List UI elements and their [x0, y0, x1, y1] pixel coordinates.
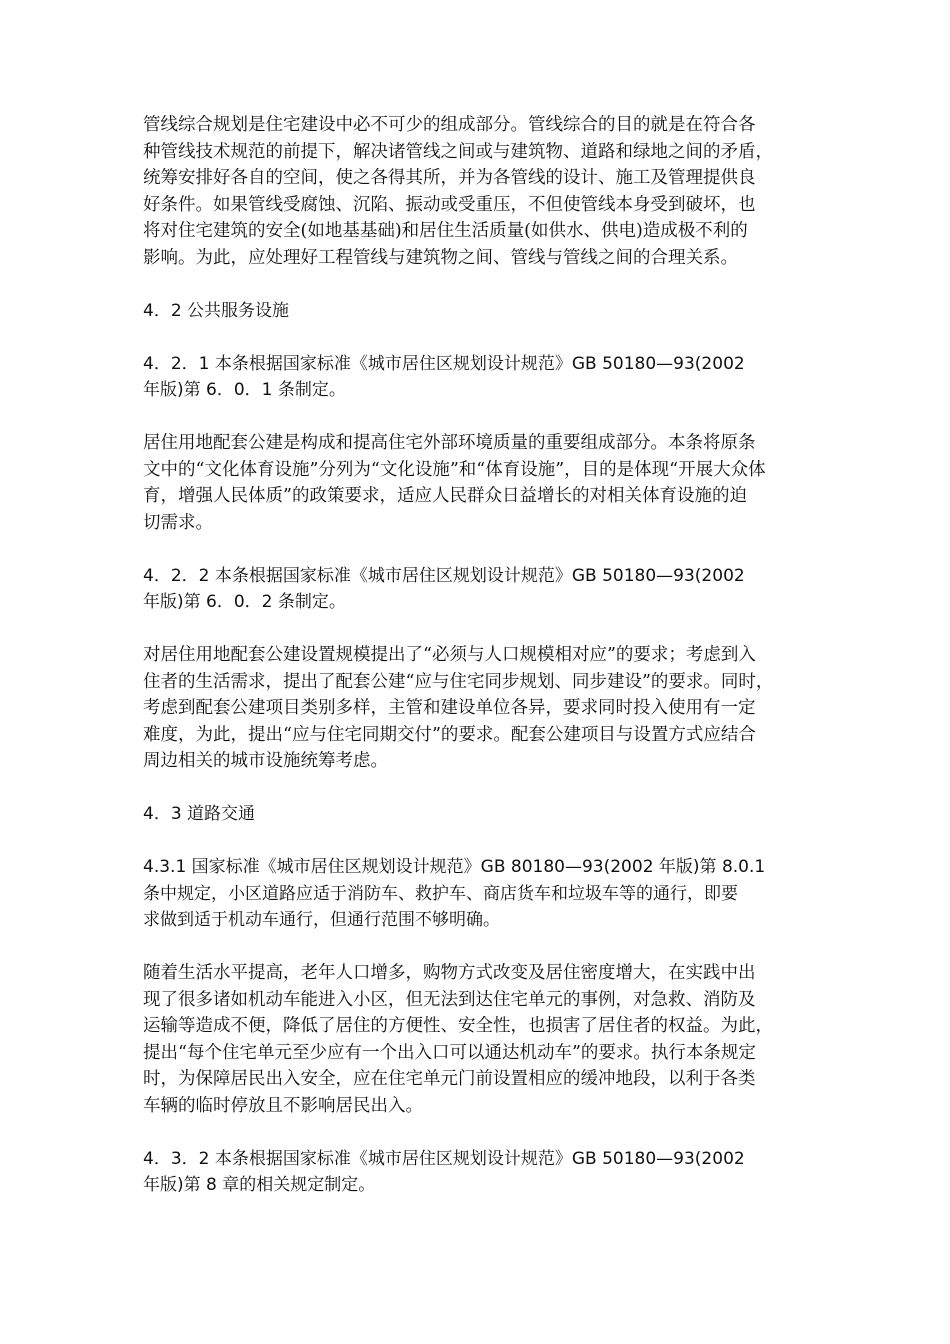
text-line: 现了很多诸如机动车能进入小区，但无法到达住宅单元的事例，对急救、消防及: [143, 989, 756, 1010]
clause-paragraph: [143, 854, 809, 934]
text-line: 难度，为此，提出“应与住宅同期交付”的要求。配套公建项目与设置方式应结合: [143, 724, 756, 745]
body-paragraph: [143, 430, 809, 536]
text-line: 求做到适于机动车通行，但通行范围不够明确。: [143, 910, 500, 930]
section-heading: [143, 298, 809, 325]
text-line: 提出“每个住宅单元至少应有一个出入口可以通达机动车”的要求。执行本条规定: [143, 1042, 756, 1063]
text-line: 将对住宅建筑的安全(如地基基础)和居住生活质量(如供水、供电)造成极不利的: [143, 221, 748, 241]
document-body: [143, 112, 809, 1199]
text-line: 年版)第 6．0．2 条制定。: [143, 592, 346, 612]
text-line: 4．2 公共服务设施: [143, 300, 290, 321]
text-line: 切需求。: [143, 512, 213, 533]
section-heading: [143, 801, 809, 828]
text-line: 文中的“文化体育设施”分列为“文化设施”和“体育设施”，目的是体现“开展大众体: [143, 459, 766, 480]
text-line: 4.3.1 国家标准《城市居住区规划设计规范》GB 80180—93(2002 年版)第 8.0.1: [143, 857, 766, 877]
text-line: 周边相关的城市设施统筹考虑。: [143, 751, 388, 771]
text-line: 住者的生活需求，提出了配套公建“应与住宅同步规划、同步建设”的要求。同时，: [143, 671, 774, 692]
text-line: 育，增强人民体质”的政策要求，适应人民群众日益增长的对相关体育设施的迫: [143, 486, 747, 506]
body-paragraph: [143, 642, 809, 775]
text-line: 年版)第 6．0．1 条制定。: [143, 380, 346, 400]
text-line: 随着生活水平提高，老年人口增多，购物方式改变及居住密度增大，在实践中出: [143, 963, 756, 983]
body-paragraph: [143, 960, 809, 1119]
text-line: 条中规定，小区道路应适于消防车、救护车、商店货车和垃圾车等的通行，即要: [143, 883, 738, 904]
clause-paragraph: [143, 1146, 809, 1199]
text-line: 影响。为此，应处理好工程管线与建筑物之间、管线与管线之间的合理关系。: [143, 247, 738, 268]
text-line: 时，为保障居民出入安全，应在住宅单元门前设置相应的缓冲地段，以利于各类: [143, 1069, 756, 1089]
text-line: 4．2．2 本条根据国家标准《城市居住区规划设计规范》GB 50180—93(2002: [143, 565, 745, 586]
text-line: 好条件。如果管线受腐蚀、沉陷、振动或受重压，不但使管线本身受到破坏，也: [143, 194, 756, 215]
text-line: 4．3 道路交通: [143, 804, 256, 824]
text-line: 统筹安排好各自的空间，使之各得其所，并为各管线的设计、施工及管理提供良: [143, 168, 756, 188]
text-line: 4．2．1 本条根据国家标准《城市居住区规划设计规范》GB 50180—93(2002: [143, 353, 745, 374]
text-line: 4．3．2 本条根据国家标准《城市居住区规划设计规范》GB 50180—93(2002: [143, 1148, 745, 1169]
text-line: 种管线技术规范的前提下，解决诸管线之间或与建筑物、道路和绿地之间的矛盾，: [143, 141, 773, 162]
body-paragraph: [143, 112, 809, 271]
text-line: 考虑到配套公建项目类别多样，主管和建设单位各异，要求同时投入使用有一定: [143, 698, 756, 718]
clause-paragraph: [143, 351, 809, 404]
text-line: 年版)第 8 章的相关规定制定。: [143, 1175, 376, 1195]
text-line: 车辆的临时停放且不影响居民出入。: [143, 1095, 423, 1116]
text-line: 管线综合规划是住宅建设中必不可少的组成部分。管线综合的目的就是在符合各: [143, 115, 756, 135]
text-line: 对居住用地配套公建设置规模提出了“必须与人口规模相对应”的要求；考虑到入: [143, 645, 756, 665]
clause-paragraph: [143, 563, 809, 616]
document-page: [143, 112, 809, 1225]
text-line: 运输等造成不便，降低了居住的方便性、安全性，也损害了居住者的权益。为此，: [143, 1016, 773, 1036]
text-line: 居住用地配套公建是构成和提高住宅外部环境质量的重要组成部分。本条将原条: [143, 433, 756, 453]
